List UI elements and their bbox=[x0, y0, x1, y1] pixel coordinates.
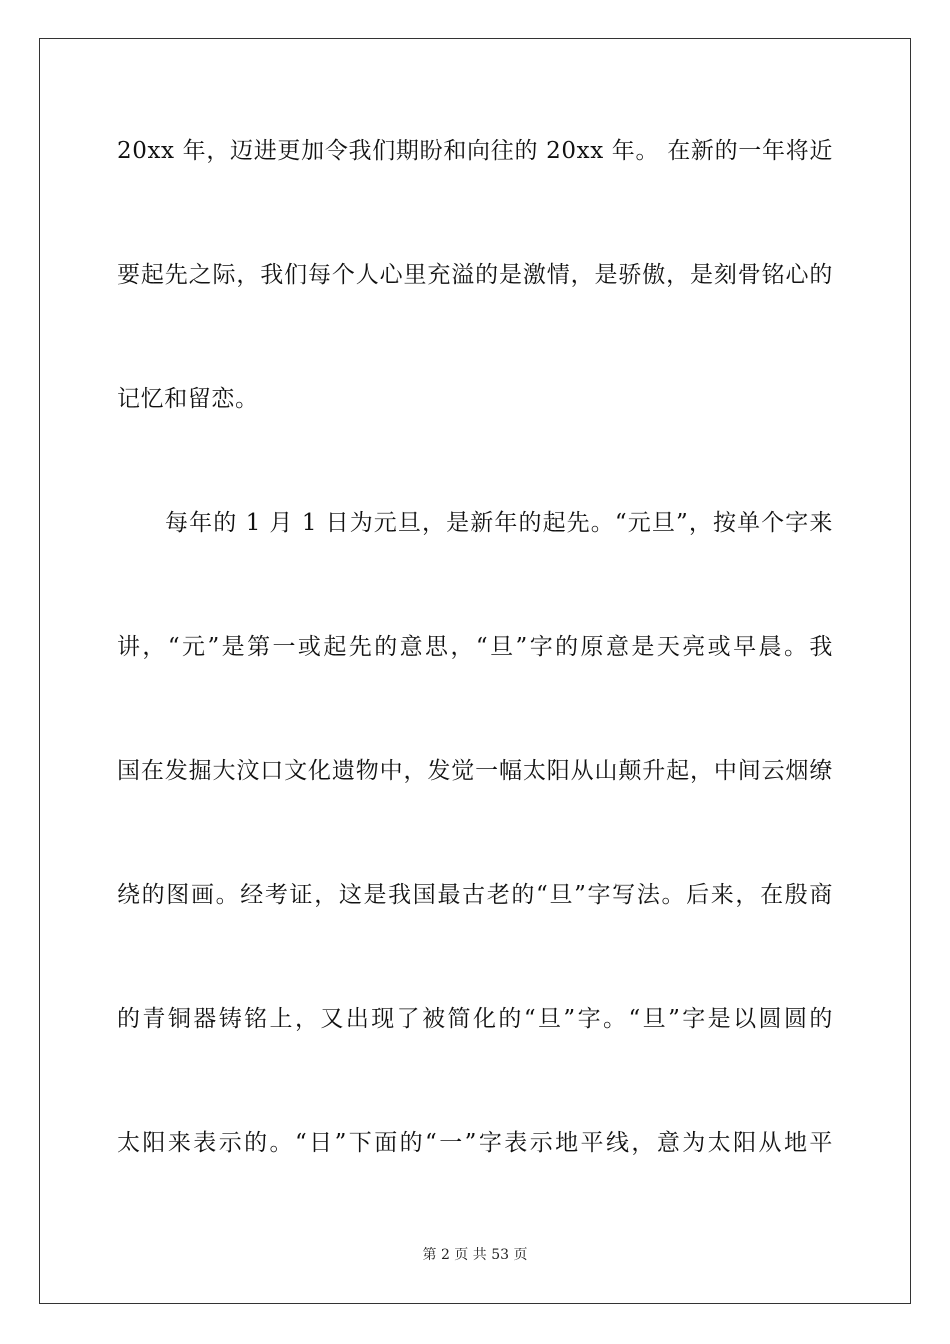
text-line-4: 每年的 1 月 1 日为元旦，是新年的起先。“元旦”，按单个字来 bbox=[165, 510, 833, 536]
text-line-1: 20xx 年，迈进更加令我们期盼和向往的 20xx 年。 在新的一年将近 bbox=[117, 138, 833, 164]
text-line-3: 记忆和留恋。 bbox=[117, 386, 259, 412]
text-line-9: 太阳来表示的。“日”下面的“一”字表示地平线，意为太阳从地平 bbox=[117, 1130, 833, 1156]
text-line-5: 讲，“元”是第一或起先的意思，“旦”字的原意是天亮或早晨。我 bbox=[117, 634, 833, 660]
page-border bbox=[39, 38, 911, 1304]
text-line-8: 的青铜器铸铭上，又出现了被简化的“旦”字。“旦”字是以圆圆的 bbox=[117, 1006, 833, 1032]
page-number-footer: 第 2 页 共 53 页 bbox=[422, 1247, 528, 1263]
text-line-6: 国在发掘大汶口文化遗物中，发觉一幅太阳从山颠升起，中间云烟缭 bbox=[117, 758, 833, 784]
text-line-2: 要起先之际，我们每个人心里充溢的是激情，是骄傲，是刻骨铭心的 bbox=[117, 262, 833, 288]
text-line-7: 绕的图画。经考证，这是我国最古老的“旦”字写法。后来，在殷商 bbox=[117, 882, 833, 908]
